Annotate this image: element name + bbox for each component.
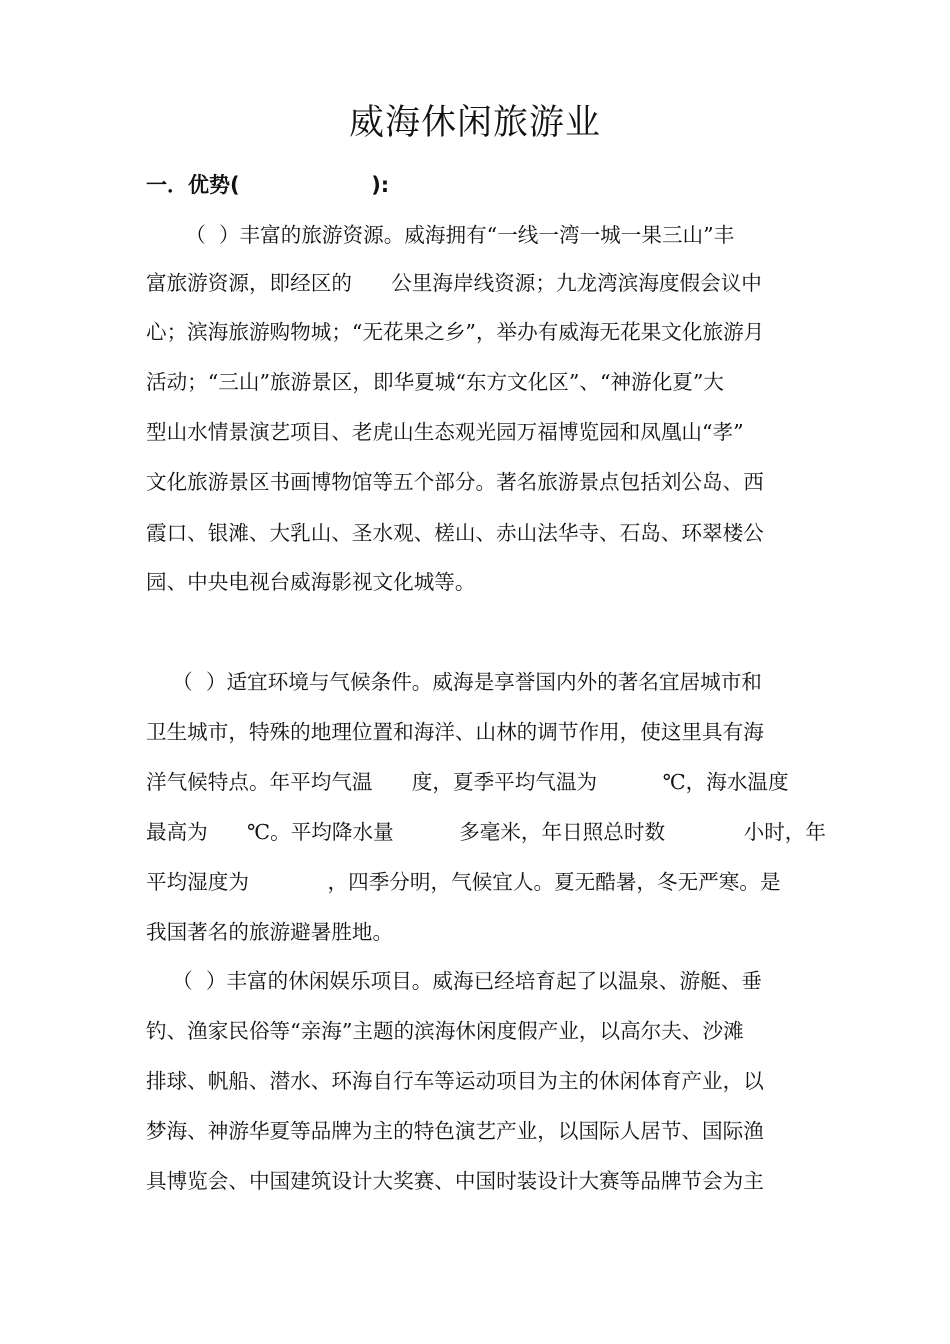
- paragraph-leisure-line: 具博览会、中国建筑设计大奖赛、中国时装设计大赛等品牌节会为主: [146, 1169, 764, 1193]
- paragraph-tourism-resources-line: 文化旅游景区书画博物馆等五个部分。著名旅游景点包括刘公岛、西: [146, 470, 764, 494]
- paragraph-leisure-line: 钓、渔家民俗等“亲海”主题的滨海休闲度假产业，以高尔夫、沙滩: [146, 1019, 744, 1043]
- paragraph-climate-line: 平均湿度为 ，四季分明，气候宜人。夏无酷暑，冬无严寒。是: [146, 870, 781, 894]
- paragraph-leisure-line: 排球、帆船、潜水、环海自行车等运动项目为主的休闲体育产业，以: [146, 1069, 764, 1093]
- paragraph-tourism-resources-line: （ ）丰富的旅游资源。威海拥有“一线一湾一城一果三山”丰: [146, 223, 735, 247]
- paragraph-tourism-resources-line: 活动；“三山”旅游景区，即华夏城“东方文化区”、“神游化夏”大: [146, 370, 725, 394]
- paragraph-climate-line: 最高为 ℃。平均降水量 多毫米，年日照总时数 小时，年: [146, 820, 826, 844]
- document-title: 威海休闲旅游业: [348, 103, 601, 143]
- paragraph-tourism-resources-line: 霞口、银滩、大乳山、圣水观、槎山、赤山法华寺、石岛、环翠楼公: [146, 521, 764, 545]
- paragraph-tourism-resources-line: 型山水情景演艺项目、老虎山生态观光园万福博览园和凤凰山“孝”: [146, 420, 744, 444]
- paragraph-leisure-line: 梦海、神游华夏等品牌为主的特色演艺产业，以国际人居节、国际渔: [146, 1119, 764, 1143]
- paragraph-climate-line: 我国著名的旅游避暑胜地。: [146, 920, 394, 944]
- paragraph-climate-line: 卫生城市，特殊的地理位置和海洋、山林的调节作用，使这里具有海: [146, 720, 764, 744]
- paragraph-tourism-resources-line: 园、中央电视台威海影视文化城等。: [146, 570, 476, 594]
- paragraph-climate-line: （ ）适宜环境与气候条件。威海是享誉国内外的著名宜居城市和: [146, 670, 762, 694]
- paragraph-tourism-resources-line: 富旅游资源，即经区的 公里海岸线资源；九龙湾滨海度假会议中: [146, 271, 762, 295]
- paragraph-tourism-resources-line: 心；滨海旅游购物城；“无花果之乡”，举办有威海无花果文化旅游月: [146, 320, 765, 344]
- section-heading-advantages: 一．优势( ):: [146, 173, 390, 197]
- paragraph-climate-line: 洋气候特点。年平均气温 度，夏季平均气温为 ℃，海水温度: [146, 770, 789, 794]
- paragraph-leisure-line: （ ）丰富的休闲娱乐项目。威海已经培育起了以温泉、游艇、垂: [146, 969, 762, 993]
